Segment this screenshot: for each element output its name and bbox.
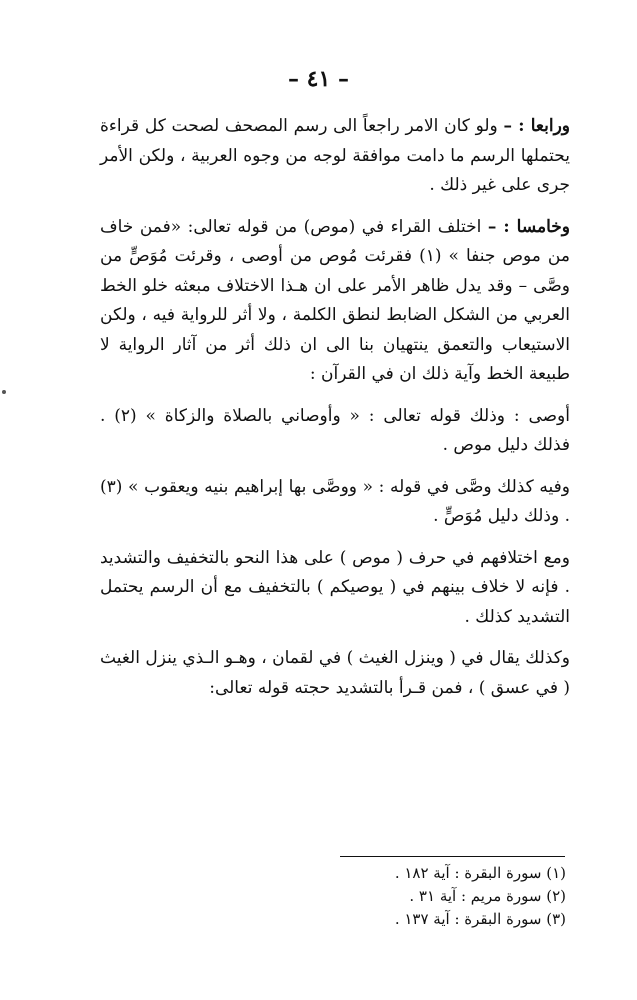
footnote-2: (٢) سورة مريم : آية ٣١ . xyxy=(409,887,566,905)
footnote-1: (١) سورة البقرة : آية ١٨٢ . xyxy=(394,864,566,882)
footnotes xyxy=(300,862,566,931)
paragraph-yusikum: ومع اختلافهم في حرف ( موص ) على هذا النحو بالتخفيف والتشديد . فإنه لا خلاف بينهم في ( يوصيكم ) بالتخفيف مع أن الرسم يحتمل التشديد كذلك . xyxy=(100,547,570,627)
footnote-3: (٣) سورة البقرة : آية ١٣٧ . xyxy=(394,910,566,928)
paragraph-lead: وخامسا : – xyxy=(487,216,570,237)
footnote-divider xyxy=(340,856,565,857)
paragraph-awsa: أوصى : وذلك قوله تعالى : « وأوصاني بالصلاة والزكاة » (٢) . فذلك دليل موص . xyxy=(100,405,570,455)
paragraph-lead: ورابعا : – xyxy=(503,116,570,136)
paragraph-fifthly xyxy=(100,213,570,390)
paragraph-fourthly xyxy=(100,112,570,201)
paragraph-text: اختلف القراء في (موص) من قوله تعالى: «فمن خاف من موص جنفا » (١) فقرئت مُوص من أوصى ، وقرئت مُوَصٍّ من وصَّى – وقد يدل ظاهر الأمر على ان هـذا الاختلاف مبعثه خلو الخط العربي من الشكل الضابط لنطق الكلمة ، ولا أثر للرواية فيه ، ولكن الاستيعاب والتعمق ينتهيان بنا الى ان ذلك أثر من آثار الرواية لا طبيعة الخط وآية ذلك ان في القرآن : xyxy=(100,216,570,384)
paragraph-text: ولو كان الامر راجعاً الى رسم المصحف لصحت كل قراءة يحتملها الرسم ما دامت موافقة لوجه من وجوه العربية ، ولكن الأمر جرى على غير ذلك . xyxy=(100,116,570,195)
paragraph-ghayth: وكذلك يقال في ( وينزل الغيث ) في لقمان ، وهـو الـذي ينزل الغيث ( في عسق ) ، فمن قـرأ بالتشديد حجته قوله تعالى: xyxy=(100,648,570,698)
main-text xyxy=(100,112,570,703)
page-number: – ٤١ – xyxy=(288,66,349,92)
scan-speck xyxy=(2,390,6,394)
paragraph-wassa: وفيه كذلك وصَّى في قوله : « ووصَّى بها إبراهيم بنيه ويعقوب » (٣) . وذلك دليل مُوَصٍّ . xyxy=(100,476,570,526)
